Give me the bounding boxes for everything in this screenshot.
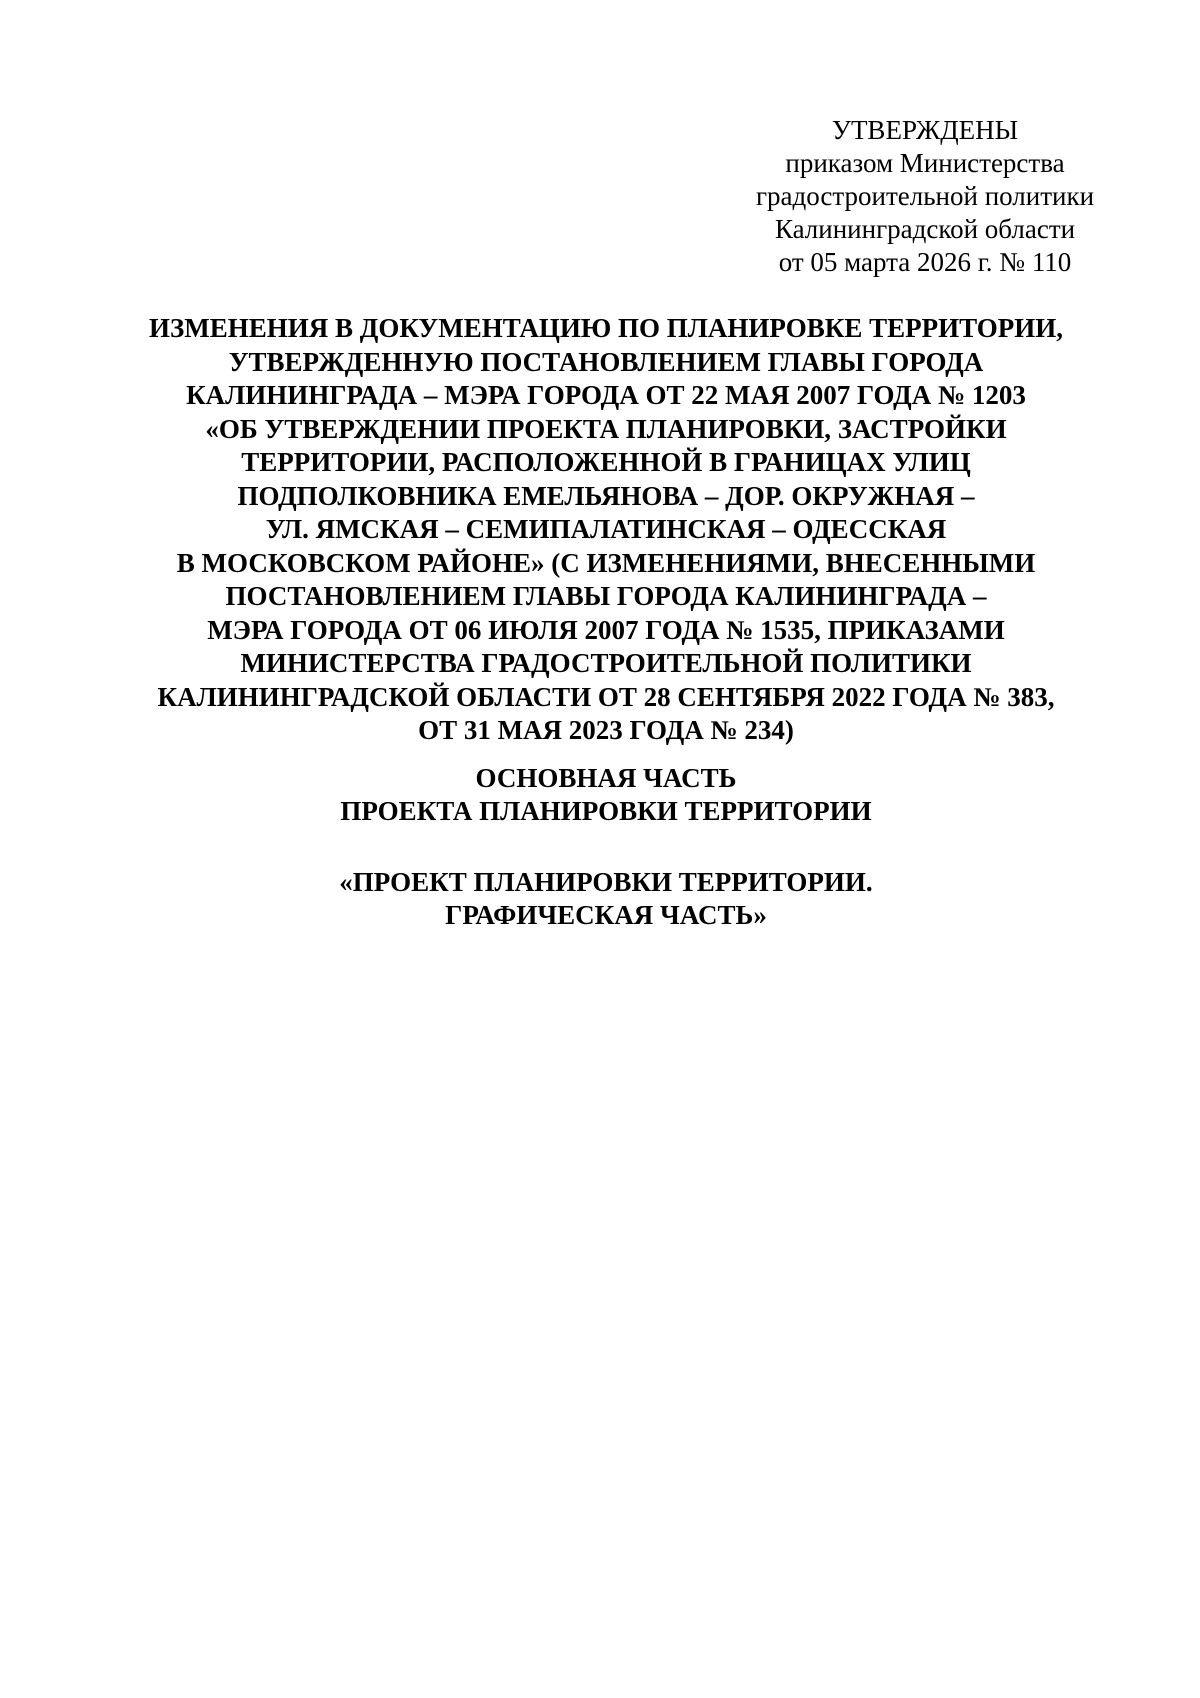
title-line: КАЛИНИНГРАДА – МЭРА ГОРОДА ОТ 22 МАЯ 2007 ГОДА № 1203: [186, 380, 1026, 410]
document-title: [130, 312, 1082, 748]
title-line: ПОСТАНОВЛЕНИЕМ ГЛАВЫ ГОРОДА КАЛИНИНГРАДА –: [225, 581, 987, 611]
section-line: ОСНОВНАЯ ЧАСТЬ: [475, 763, 737, 793]
title-line: ПОДПОЛКОВНИКА ЕМЕЛЬЯНОВА – ДОР. ОКРУЖНАЯ –: [237, 480, 975, 511]
subtitle-line: «ПРОЕКТ ПЛАНИРОВКИ ТЕРРИТОРИИ.: [339, 867, 873, 897]
subtitle-line: ГРАФИЧЕСКАЯ ЧАСТЬ»: [445, 900, 767, 930]
title-line: ТЕРРИТОРИИ, РАСПОЛОЖЕННОЙ В ГРАНИЦАХ УЛИЦ: [241, 447, 971, 477]
title-line: КАЛИНИНГРАДСКОЙ ОБЛАСТИ ОТ 28 СЕНТЯБРЯ 2022 ГОДА № 383,: [157, 681, 1055, 712]
title-line: УТВЕРЖДЕННУЮ ПОСТАНОВЛЕНИЕМ ГЛАВЫ ГОРОДА: [228, 346, 984, 377]
title-line: ИЗМЕНЕНИЯ В ДОКУМЕНТАЦИЮ ПО ПЛАНИРОВКЕ ТЕРРИТОРИИ,: [149, 313, 1063, 343]
section-heading: [130, 762, 1082, 828]
title-line: МИНИСТЕРСТВА ГРАДОСТРОИТЕЛЬНОЙ ПОЛИТИКИ: [240, 648, 972, 678]
approval-stamp: [740, 114, 1110, 279]
section-line: ПРОЕКТА ПЛАНИРОВКИ ТЕРРИТОРИИ: [340, 796, 872, 826]
approval-date-number: от 05 марта 2026 г. № 110: [778, 247, 1072, 277]
title-line: УЛ. ЯМСКАЯ – СЕМИПАЛАТИНСКАЯ – ОДЕССКАЯ: [265, 514, 947, 544]
title-line: ОТ 31 МАЯ 2023 ГОДА № 234): [418, 715, 794, 745]
approval-line: Калининградской области: [774, 214, 1076, 244]
title-line: МЭРА ГОРОДА ОТ 06 ИЮЛЯ 2007 ГОДА № 1535, ПРИКАЗАМИ: [207, 614, 1005, 645]
document-subtitle: [130, 866, 1082, 932]
approval-heading: УТВЕРЖДЕНЫ: [831, 115, 1019, 145]
approval-line: градостроительной политики: [755, 181, 1095, 211]
title-line: «ОБ УТВЕРЖДЕНИИ ПРОЕКТА ПЛАНИРОВКИ, ЗАСТРОЙКИ: [205, 413, 1007, 444]
title-line: В МОСКОВСКОМ РАЙОНЕ» (С ИЗМЕНЕНИЯМИ, ВНЕСЕННЫМИ: [176, 547, 1036, 578]
approval-line: приказом Министерства: [785, 148, 1065, 178]
